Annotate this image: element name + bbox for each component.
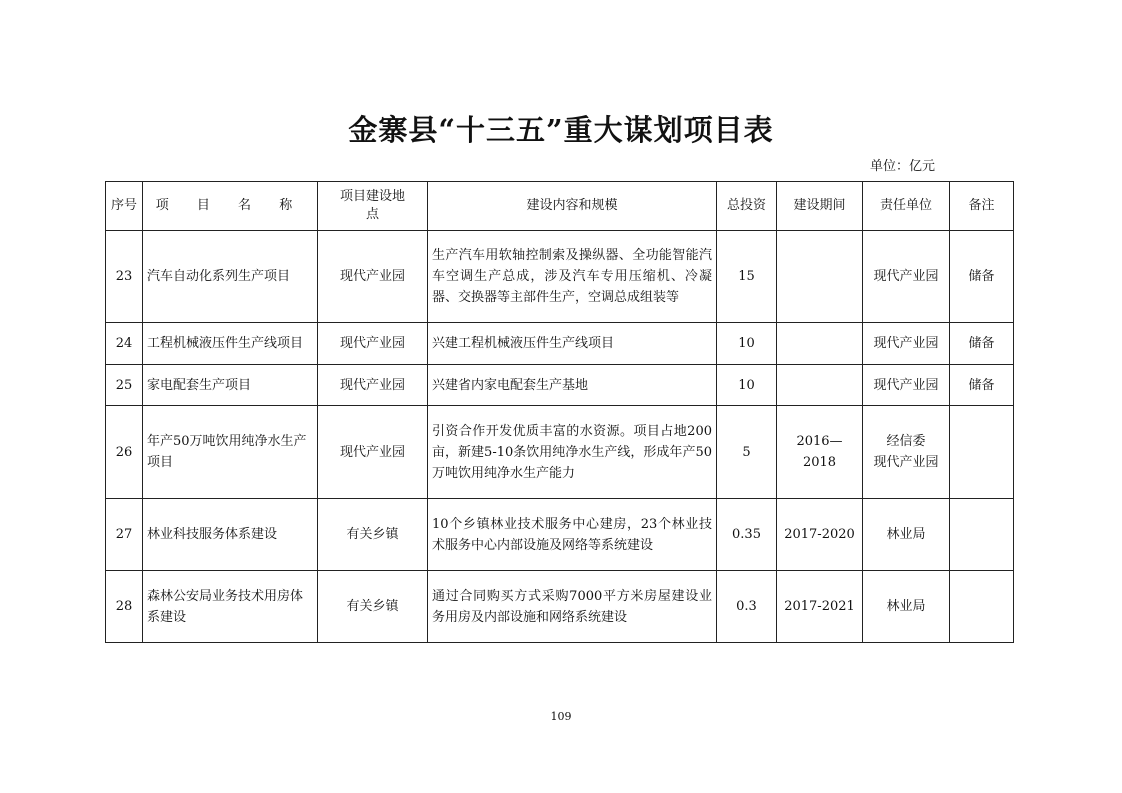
cell-investment: 0.3	[717, 571, 777, 643]
cell-note: 储备	[950, 323, 1014, 365]
table-row	[106, 365, 1014, 406]
cell-no: 28	[106, 571, 143, 643]
cell-period	[777, 231, 863, 323]
col-header-note: 备注	[950, 182, 1014, 231]
cell-name: 汽车自动化系列生产项目	[143, 231, 318, 323]
col-header-name: 项 目 名 称	[143, 182, 318, 231]
page-title: 金寨县“十三五”重大谋划项目表	[348, 113, 774, 147]
cell-name: 森林公安局业务技术用房体系建设	[143, 571, 318, 643]
cell-content: 生产汽车用软轴控制索及操纵器、全功能智能汽车空调生产总成，涉及汽车专用压缩机、冷凝器、交换器等主部件生产，空调总成组装等	[428, 231, 717, 323]
cell-content: 兴建省内家电配套生产基地	[428, 365, 717, 406]
cell-no: 23	[106, 231, 143, 323]
cell-investment: 10	[717, 323, 777, 365]
cell-name: 家电配套生产项目	[143, 365, 318, 406]
cell-content: 兴建工程机械液压件生产线项目	[428, 323, 717, 365]
cell-responsible: 现代产业园	[863, 323, 950, 365]
cell-content: 10个乡镇林业技术服务中心建房，23个林业技术服务中心内部设施及网络等系统建设	[428, 499, 717, 571]
cell-no: 24	[106, 323, 143, 365]
project-table	[105, 181, 1014, 643]
cell-name: 林业科技服务体系建设	[143, 499, 318, 571]
cell-investment: 0.35	[717, 499, 777, 571]
cell-location: 现代产业园	[318, 231, 428, 323]
cell-investment: 5	[717, 406, 777, 499]
cell-no: 26	[106, 406, 143, 499]
cell-content: 通过合同购买方式采购7000平方米房屋建设业务用房及内部设施和网络系统建设	[428, 571, 717, 643]
cell-period: 2017-2021	[777, 571, 863, 643]
cell-no: 25	[106, 365, 143, 406]
col-header-responsible: 责任单位	[863, 182, 950, 231]
cell-responsible: 林业局	[863, 571, 950, 643]
col-header-no: 序号	[106, 182, 143, 231]
cell-note	[950, 571, 1014, 643]
cell-content: 引资合作开发优质丰富的水资源。项目占地200亩，新建5-10条饮用纯净水生产线，形成年产50万吨饮用纯净水生产能力	[428, 406, 717, 499]
col-header-investment: 总投资	[717, 182, 777, 231]
table-row	[106, 406, 1014, 499]
cell-note	[950, 499, 1014, 571]
table-row	[106, 323, 1014, 365]
cell-name: 年产50万吨饮用纯净水生产项目	[143, 406, 318, 499]
cell-location: 有关乡镇	[318, 571, 428, 643]
cell-responsible: 林业局	[863, 499, 950, 571]
cell-location: 有关乡镇	[318, 499, 428, 571]
cell-location: 现代产业园	[318, 406, 428, 499]
unit-label: 单位：亿元	[870, 159, 936, 174]
col-header-content: 建设内容和规模	[428, 182, 717, 231]
cell-responsible: 经信委 现代产业园	[863, 406, 950, 499]
table-row	[106, 571, 1014, 643]
cell-period: 2017-2020	[777, 499, 863, 571]
cell-responsible: 现代产业园	[863, 365, 950, 406]
page-number: 109	[550, 710, 572, 723]
cell-note: 储备	[950, 231, 1014, 323]
table-row	[106, 499, 1014, 571]
cell-location: 现代产业园	[318, 365, 428, 406]
table-header-row	[106, 182, 1014, 231]
cell-period	[777, 323, 863, 365]
cell-name: 工程机械液压件生产线项目	[143, 323, 318, 365]
col-header-location: 项目建设地点	[318, 182, 428, 231]
cell-no: 27	[106, 499, 143, 571]
cell-period	[777, 365, 863, 406]
table-row	[106, 231, 1014, 323]
cell-responsible: 现代产业园	[863, 231, 950, 323]
cell-note	[950, 406, 1014, 499]
cell-location: 现代产业园	[318, 323, 428, 365]
cell-period: 2016—2018	[777, 406, 863, 499]
cell-investment: 15	[717, 231, 777, 323]
cell-investment: 10	[717, 365, 777, 406]
col-header-period: 建设期间	[777, 182, 863, 231]
cell-note: 储备	[950, 365, 1014, 406]
